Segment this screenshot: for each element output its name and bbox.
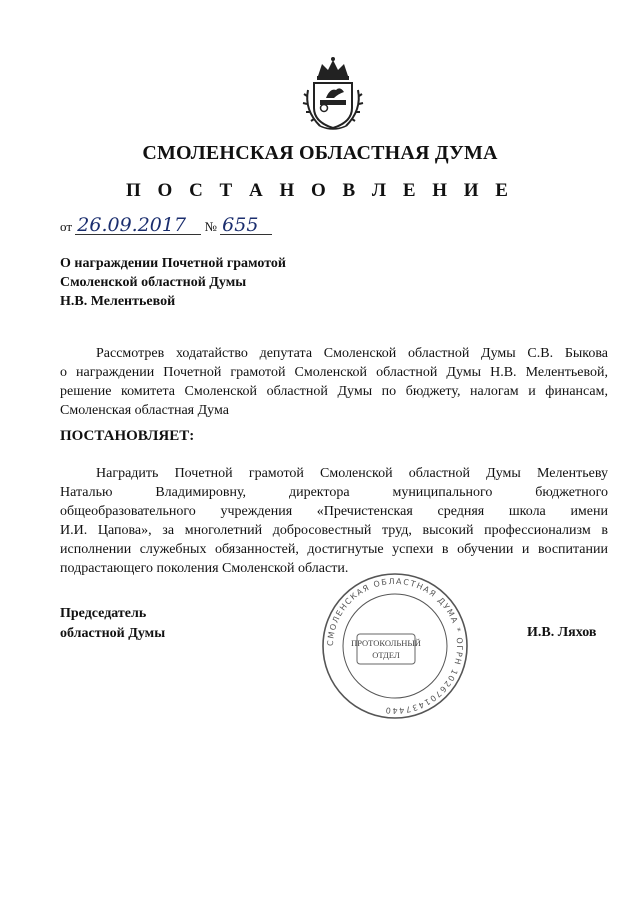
signatory-name: И.В. Ляхов xyxy=(527,625,597,640)
number-label: № xyxy=(204,219,217,234)
preamble-line: о награждении Почетной грамотой Смоленской областной Думы Н.В. Мелентьевой, xyxy=(60,365,608,380)
seal-inner-line: ОТДЕЛ xyxy=(372,650,400,660)
resolution-paragraph xyxy=(60,464,608,578)
preamble-line: Рассмотрев ходатайство депутата Смоленской областной Думы С.В. Быкова xyxy=(96,346,608,361)
resolution-line: Наталью Владимировну, директора муниципального бюджетного xyxy=(60,485,608,500)
handwritten-number: 655 xyxy=(220,216,272,235)
official-seal-stamp xyxy=(315,572,475,720)
seal-inner-line: ПРОТОКОЛЬНЫЙ xyxy=(351,638,421,648)
preamble-paragraph xyxy=(60,344,608,420)
crown-icon xyxy=(317,57,349,80)
coat-of-arms-emblem xyxy=(300,56,366,132)
subject-line: Смоленской областной Думы xyxy=(60,275,247,290)
dateline xyxy=(60,216,272,235)
seal-ring-text: СМОЛЕНСКАЯ ОБЛАСТНАЯ ДУМА * ОГРН 1026701437440 xyxy=(325,576,465,716)
resolution-line: общеобразовательного учреждения «Пречистенская средняя школа имени xyxy=(60,504,608,519)
signatory-title xyxy=(60,604,165,644)
subject-block xyxy=(60,254,286,311)
resolution-line: Наградить Почетной грамотой Смоленской областной Думы Мелентьеву xyxy=(96,466,608,481)
preamble-line: решение комитета Смоленской областной Думы по бюджету, налогам и финансам, xyxy=(60,384,608,399)
decides-heading: ПОСТАНОВЛЯЕТ: xyxy=(60,428,195,444)
subject-line: Н.В. Мелентьевой xyxy=(60,294,176,309)
date-from-label: от xyxy=(60,219,73,234)
handwritten-date: 26.09.2017 xyxy=(75,216,201,235)
organization-title: СМОЛЕНСКАЯ ОБЛАСТНАЯ ДУМА xyxy=(142,142,498,164)
resolution-line: исполнении служебных обязанностей, достигнутые успехи в обучении и воспитании xyxy=(60,542,608,557)
signatory-title-line: областной Думы xyxy=(60,626,166,641)
preamble-line: Смоленская областная Дума xyxy=(60,403,229,418)
document-type-heading: П О С Т А Н О В Л Е Н И Е xyxy=(126,180,514,201)
signatory-title-line: Председатель xyxy=(60,606,147,621)
resolution-line: подрастающего поколения Смоленской области. xyxy=(60,561,349,576)
shield-icon xyxy=(314,83,352,128)
subject-line: О награждении Почетной грамотой xyxy=(60,256,286,271)
resolution-line: И.И. Цапова», за многолетний добросовестный труд, высокий профессионализм в xyxy=(60,523,608,538)
